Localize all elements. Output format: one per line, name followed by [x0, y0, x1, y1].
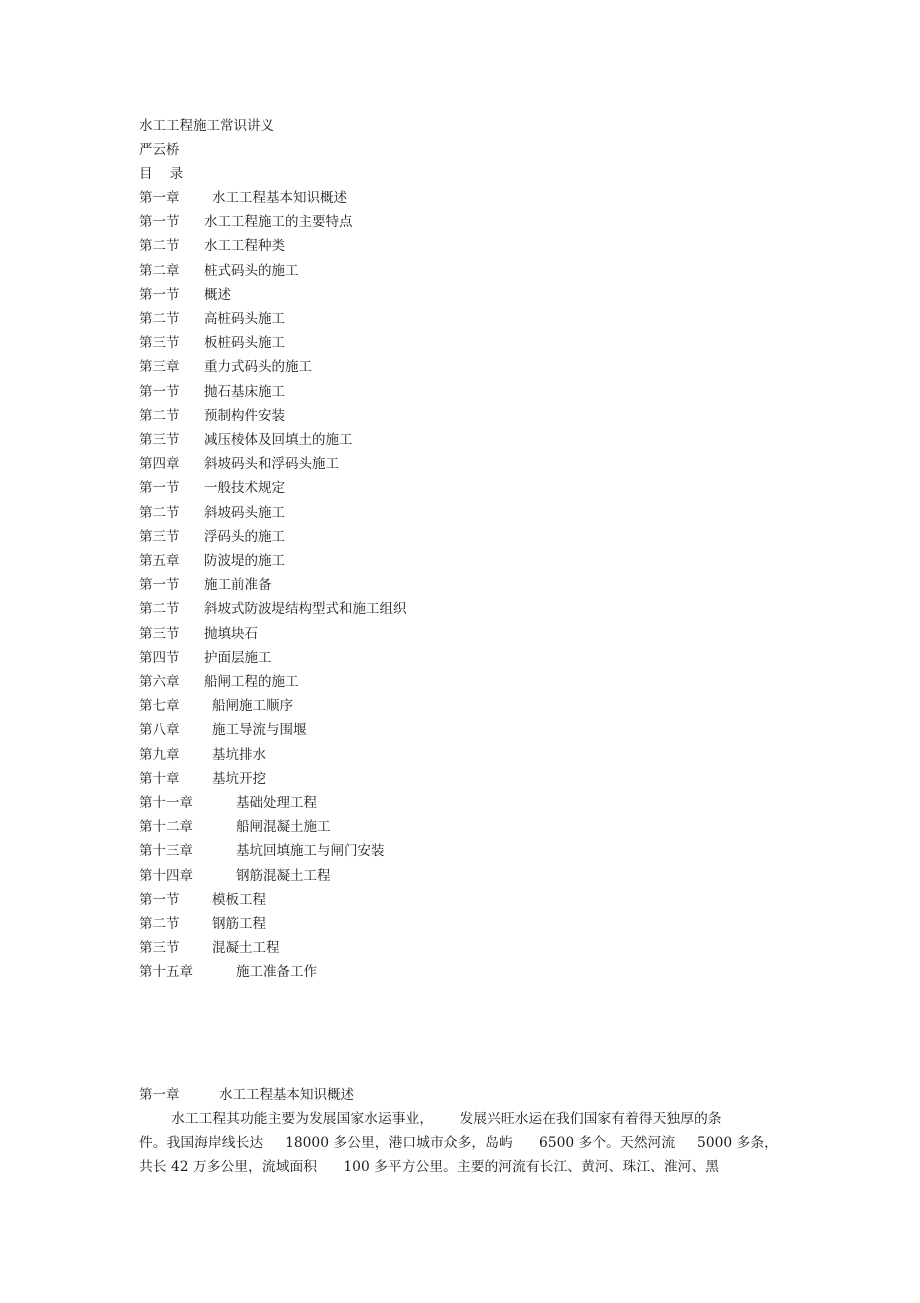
- toc-entry-title: 水工工程施工的主要特点: [204, 214, 353, 231]
- toc-entry-title: 斜坡式防波堤结构型式和施工组织: [204, 601, 407, 618]
- toc-entry-label: 第七章: [139, 698, 180, 715]
- toc-entry-label: 第一节: [139, 214, 180, 231]
- paragraph-line: 水工工程其功能主要为发展国家水运事业， 发展兴旺水运在我们国家有着得天独厚的条: [171, 1111, 722, 1127]
- toc-entry-title: 船闸工程的施工: [204, 674, 299, 690]
- toc-entry-label: 第三节: [139, 625, 180, 642]
- toc-entry: [139, 189, 539, 207]
- toc-entry-label: 第二节: [139, 916, 180, 932]
- toc-entry: [139, 673, 539, 691]
- toc-entry: [139, 528, 539, 546]
- toc-entry-title: 桩式码头的施工: [204, 262, 299, 279]
- toc-entry: [139, 431, 539, 449]
- toc-entry-title: 模板工程: [212, 891, 266, 908]
- toc-entry-title: 混凝土工程: [212, 940, 280, 957]
- toc-entry: [139, 383, 539, 401]
- toc-entry-title: 船闸施工顺序: [212, 698, 293, 715]
- toc-entry-label: 第十四章: [139, 867, 193, 884]
- toc-entry: [139, 721, 539, 739]
- toc-entry-title: 钢筋混凝土工程: [236, 867, 331, 884]
- toc-entry: [139, 407, 539, 425]
- chapter-heading-label: 第一章: [139, 1087, 180, 1103]
- toc-entry-label: 第二节: [139, 504, 180, 521]
- toc-entry-title: 护面层施工: [204, 649, 272, 666]
- toc-entry-label: 第六章: [139, 674, 180, 690]
- toc-entry-title: 斜坡码头和浮码头施工: [204, 456, 339, 473]
- toc-entry-label: 第三节: [139, 528, 180, 545]
- toc-entry-label: 第八章: [139, 722, 180, 739]
- toc-entry: [139, 867, 539, 885]
- toc-entry: [139, 334, 539, 352]
- toc-entry-label: 第三节: [139, 432, 180, 448]
- toc-entry-title: 抛石基床施工: [204, 383, 285, 400]
- toc-entry-label: 第五章: [139, 553, 180, 569]
- toc-entry-title: 重力式码头的施工: [204, 359, 312, 376]
- chapter-heading-title: 水工工程基本知识概述: [219, 1087, 354, 1103]
- toc-entry: [139, 455, 539, 473]
- toc-entry: [139, 552, 539, 570]
- toc-entry: [139, 746, 539, 764]
- toc-entry-title: 基坑回填施工与闸门安装: [236, 843, 385, 860]
- toc-entry: [139, 625, 539, 643]
- toc-entry-title: 水工工程基本知识概述: [212, 190, 347, 206]
- toc-heading: 目 录: [139, 166, 184, 182]
- toc-entry-title: 抛填块石: [204, 625, 258, 642]
- toc-entry-title: 概述: [204, 286, 231, 303]
- toc-entry-label: 第二节: [139, 407, 180, 424]
- toc-entry-title: 水工工程种类: [204, 238, 285, 255]
- document-author: 严云桥: [139, 142, 180, 158]
- toc-entry-title: 钢筋工程: [212, 916, 266, 932]
- paragraph-line: 共长 42 万多公里，流域面积 100 多平方公里。主要的河流有长江、黄河、珠江、淮河、黑: [139, 1159, 720, 1175]
- toc-entry-label: 第一节: [139, 577, 180, 594]
- toc-entry: [139, 891, 539, 909]
- toc-entry-title: 斜坡码头施工: [204, 504, 285, 521]
- toc-entry-label: 第一章: [139, 190, 180, 206]
- toc-entry: [139, 963, 539, 981]
- toc-entry: [139, 818, 539, 836]
- toc-entry: [139, 915, 539, 933]
- toc-entry-title: 防波堤的施工: [204, 553, 285, 569]
- toc-entry: [139, 600, 539, 618]
- toc-entry-label: 第十一章: [139, 795, 193, 811]
- toc-entry-title: 施工前准备: [204, 577, 272, 594]
- toc-entry: [139, 794, 539, 812]
- toc-entry-label: 第三章: [139, 359, 180, 376]
- toc-entry-label: 第四章: [139, 456, 180, 473]
- toc-entry-label: 第十五章: [139, 964, 193, 981]
- toc-entry: [139, 842, 539, 860]
- toc-entry-label: 第一节: [139, 286, 180, 303]
- toc-entry: [139, 649, 539, 667]
- toc-entry-title: 基坑开挖: [212, 770, 266, 787]
- toc-entry: [139, 237, 539, 255]
- toc-entry-label: 第二节: [139, 238, 180, 255]
- toc-entry-title: 浮码头的施工: [204, 528, 285, 545]
- toc-entry: [139, 213, 539, 231]
- toc-entry-title: 施工导流与围堰: [212, 722, 307, 739]
- toc-entry-title: 船闸混凝土施工: [236, 819, 331, 836]
- toc-entry-label: 第二章: [139, 262, 180, 279]
- toc-entry-title: 基础处理工程: [236, 795, 317, 811]
- toc-entry-label: 第十三章: [139, 843, 193, 860]
- toc-entry-title: 减压棱体及回填土的施工: [204, 432, 353, 448]
- toc-entry-label: 第二节: [139, 311, 180, 327]
- document-title: 水工工程施工常识讲义: [139, 118, 274, 134]
- paragraph-line: 件。我国海岸线长达 18000 多公里，港口城市众多，岛屿 6500 多个。天然河流 5000 多条，: [139, 1135, 778, 1151]
- toc-entry: [139, 286, 539, 304]
- toc-entry-title: 高桩码头施工: [204, 311, 285, 327]
- toc-entry-title: 施工准备工作: [236, 964, 317, 981]
- toc-entry-label: 第二节: [139, 601, 180, 618]
- toc-entry-title: 板桩码头施工: [204, 335, 285, 352]
- toc-entry-title: 基坑排水: [212, 746, 266, 763]
- toc-entry: [139, 576, 539, 594]
- toc-entry: [139, 939, 539, 957]
- toc-entry: [139, 310, 539, 328]
- toc-entry: [139, 504, 539, 522]
- toc-entry-label: 第三节: [139, 940, 180, 957]
- toc-entry-title: 一般技术规定: [204, 480, 285, 497]
- toc-entry-label: 第三节: [139, 335, 180, 352]
- toc-entry: [139, 262, 539, 280]
- toc-entry-title: 预制构件安装: [204, 407, 285, 424]
- toc-entry-label: 第四节: [139, 649, 180, 666]
- toc-entry-label: 第一节: [139, 891, 180, 908]
- toc-entry: [139, 479, 539, 497]
- toc-entry-label: 第一节: [139, 480, 180, 497]
- toc-entry-label: 第一节: [139, 383, 180, 400]
- toc-entry: [139, 697, 539, 715]
- toc-entry-label: 第十章: [139, 770, 180, 787]
- toc-entry: [139, 770, 539, 788]
- toc-entry: [139, 358, 539, 376]
- toc-entry-label: 第十二章: [139, 819, 193, 836]
- toc-entry-label: 第九章: [139, 746, 180, 763]
